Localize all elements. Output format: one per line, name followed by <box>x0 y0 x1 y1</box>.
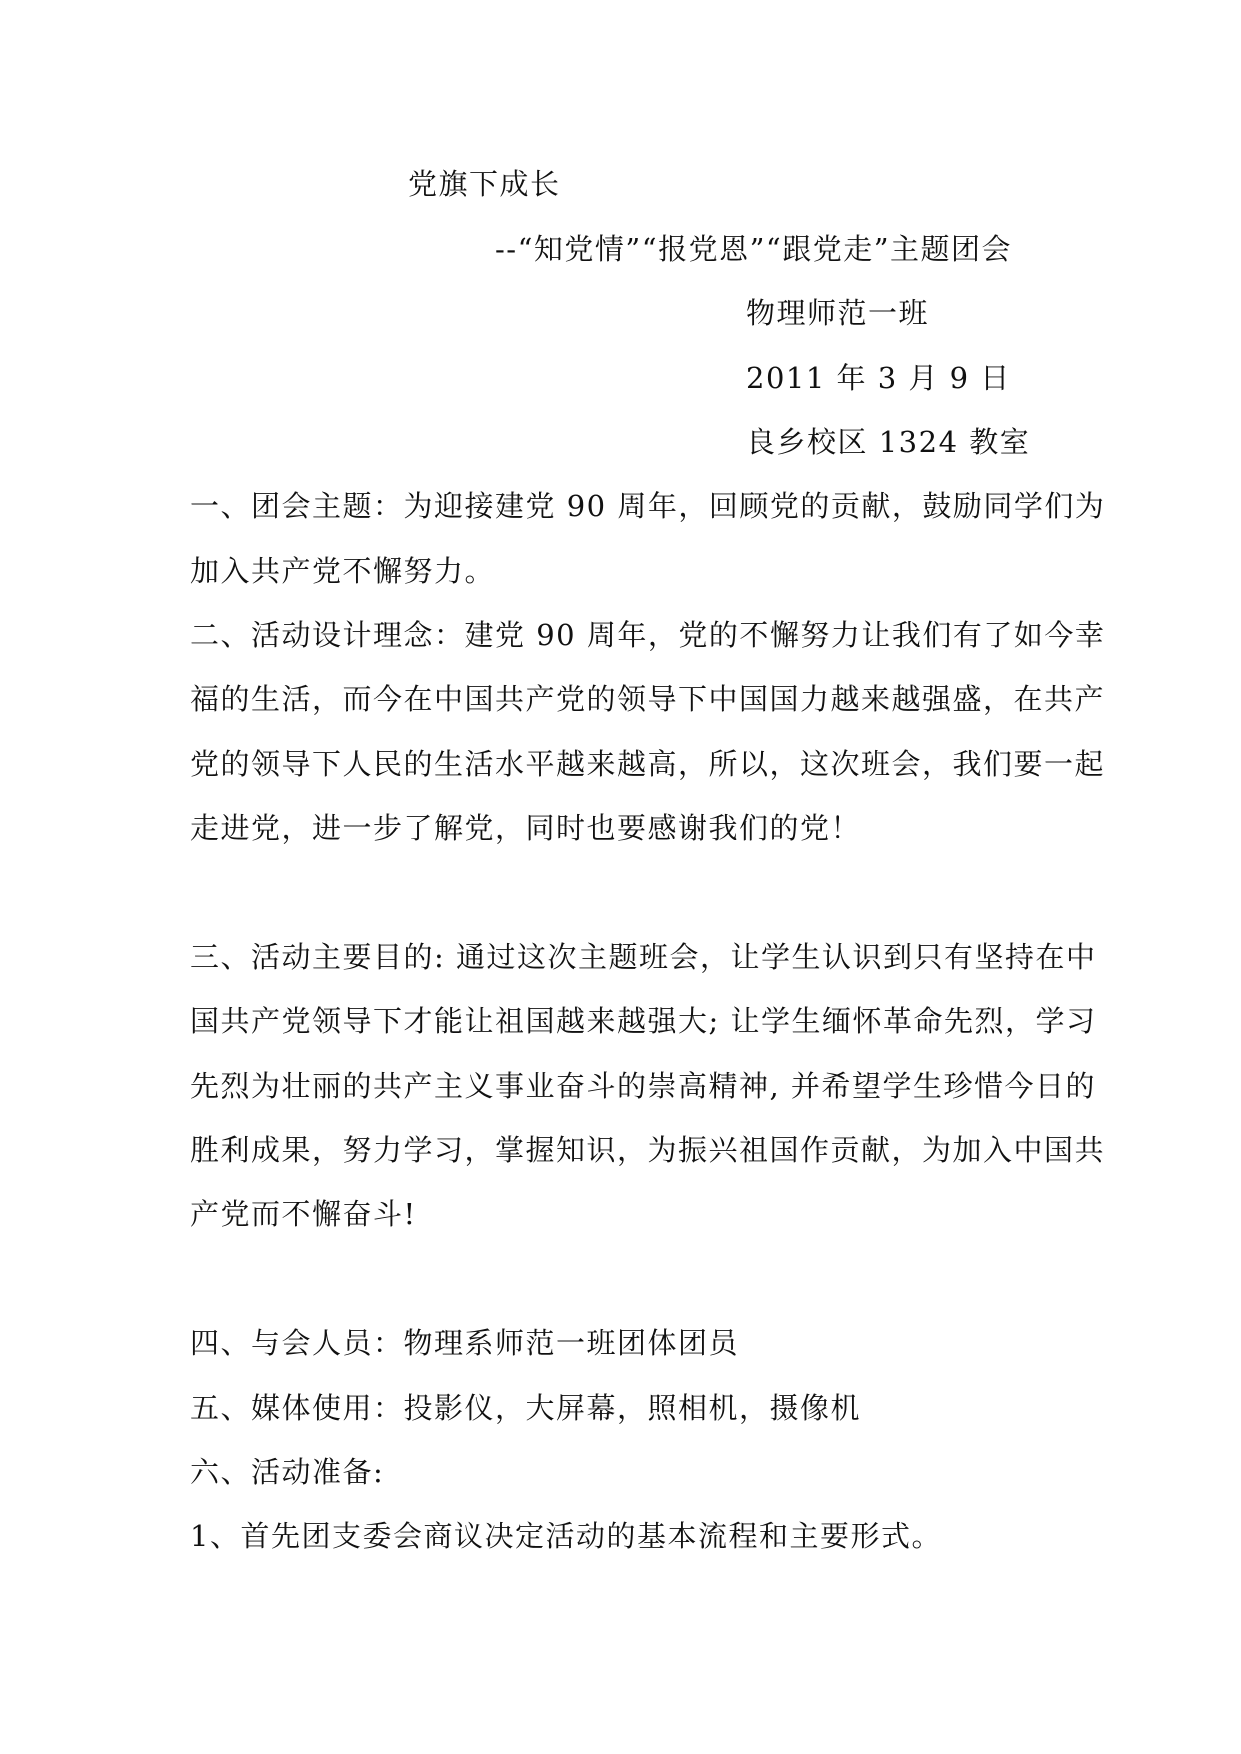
section-2-line-1: 二、活动设计理念：建党 90 周年，党的不懈努力让我们有了如今幸 <box>190 618 1106 652</box>
section-4: 四、与会人员：物理系师范一班团体团员 <box>190 1326 740 1360</box>
section-6-item-1: 1、首先团支委会商议决定活动的基本流程和主要形式。 <box>190 1519 942 1553</box>
document-title: 党旗下成长 <box>408 167 561 201</box>
section-1-line-1: 一、团会主题：为迎接建党 90 周年，回顾党的贡献，鼓励同学们为 <box>190 489 1106 523</box>
meeting-date: 2011 年 3 月 9 日 <box>746 361 1011 395</box>
section-3-line-4: 胜利成果，努力学习，掌握知识，为振兴祖国作贡献，为加入中国共 <box>190 1133 1106 1167</box>
section-3-line-3: 先烈为壮丽的共产主义事业奋斗的崇高精神, 并希望学生珍惜今日的 <box>190 1069 1096 1103</box>
document-subtitle: --“知党情”“报党恩”“跟党走”主题团会 <box>495 232 1013 266</box>
section-3-line-2: 国共产党领导下才能让祖国越来越强大; 让学生缅怀革命先烈，学习 <box>190 1004 1097 1038</box>
section-2-line-3: 党的领导下人民的生活水平越来越高，所以，这次班会，我们要一起 <box>190 747 1106 781</box>
section-3-line-1: 三、活动主要目的: 通过这次主题班会，让学生认识到只有坚持在中 <box>190 940 1097 974</box>
section-1-line-2: 加入共产党不懈努力。 <box>190 554 496 588</box>
section-6: 六、活动准备: <box>190 1455 385 1489</box>
section-2-line-4: 走进党，进一步了解党，同时也要感谢我们的党！ <box>190 811 862 845</box>
class-name: 物理师范一班 <box>746 296 930 330</box>
section-3-line-5: 产党而不懈奋斗! <box>190 1197 417 1231</box>
meeting-location: 良乡校区 1324 教室 <box>746 425 1031 459</box>
section-2-line-2: 福的生活，而今在中国共产党的领导下中国国力越来越强盛，在共产 <box>190 682 1106 716</box>
section-5: 五、媒体使用：投影仪，大屏幕，照相机，摄像机 <box>190 1391 862 1425</box>
